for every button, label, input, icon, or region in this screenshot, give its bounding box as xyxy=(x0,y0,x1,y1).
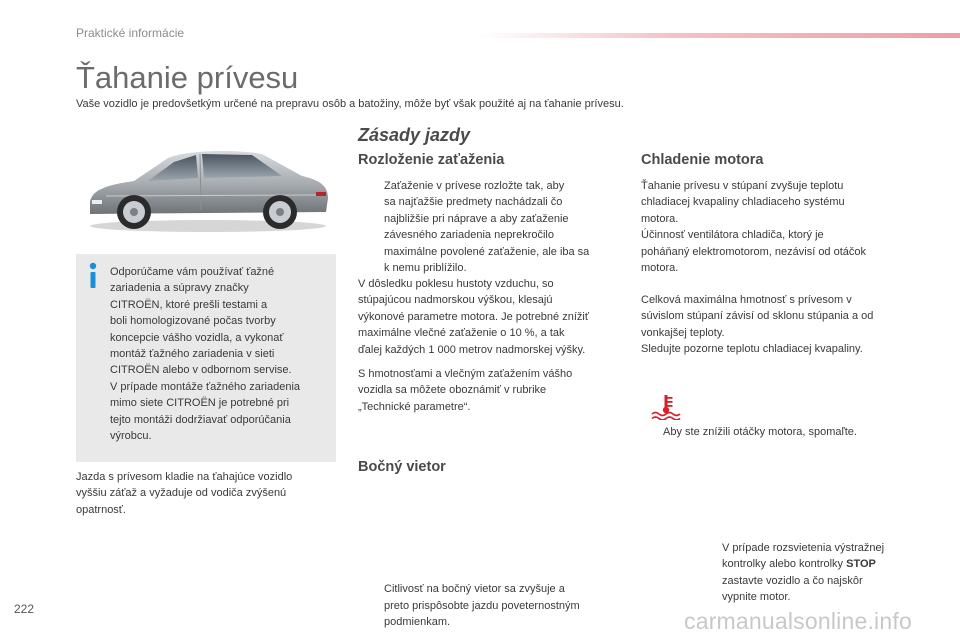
engine-cooling-heading: Chladenie motora xyxy=(641,152,764,168)
warning-lamp-bullet: V prípade rozsvietenia výstražnej kontrolky alebo kontrolky STOP zastavte vozidlo a čo najskôr vypnite motor. xyxy=(722,542,885,604)
reduce-rpm-bullet: Aby ste znížili otáčky motora, spomaľte. xyxy=(663,425,857,438)
altitude-paragraph: V dôsledku poklesu hustoty vzduchu, so stúpajúcou nadmorskou výškou, klesajú výkonové parametre motora. Je potrebné znížiť maximálne vlečné zaťaženie o 10 %, a tak ďalej každých 1 000 metrov nadmorskej výšky. xyxy=(358,278,589,356)
info-text: Odporúčame vám používať ťažné zariadenia a súpravy značky CITROËN, ktoré prešli testami a boli homologizované počas tvorby koncepcie vášho vozidla, a vykonať montáž ťažného zariadenia v sieti CITROËN alebo v odbornom servise. V prípade montáže ťažného zariadenia mimo siete CITROËN je potrebné pri tejto montáži dodržiavať odporúčania výrobcu. xyxy=(110,266,301,443)
total-weight-paragraph: Celková maximálna hmotnosť s prívesom v súvislom stúpaní závisí od sklonu stúpania a od vonkajšej teploty. Sledujte pozorne teplotu chladiacej kvapaliny. xyxy=(641,294,874,356)
page-number: 222 xyxy=(14,602,35,616)
load-distribution-heading: Rozloženie zaťaženia xyxy=(358,152,505,168)
coolant-temperature-warning-icon xyxy=(650,394,682,420)
page-title: Ťahanie prívesu xyxy=(76,60,299,95)
towing-caution-text: Jazda s prívesom kladie na ťahajúce vozidlo vyššiu záťaž a vyžaduje od vodiča zvýšenú opatrnosť. xyxy=(76,471,293,516)
intro-text: Vaše vozidlo je predovšetkým určené na prepravu osôb a batožiny, môže byť však použité aj na ťahanie prívesu. xyxy=(76,98,624,110)
car-illustration xyxy=(76,140,338,236)
load-distribution-bullet: Zaťaženie v prívese rozložte tak, aby sa najťažšie predmety nachádzali čo najbližšie pri náprave a aby zaťaženie závesného zariadenia neprekročilo maximálne povolené zaťaženie, ale iba sa k nemu priblížilo. xyxy=(384,180,590,275)
info-icon xyxy=(86,262,100,290)
technical-reference-paragraph: S hmotnosťami a vlečným zaťažením vášho vozidla sa môžete oboznámiť v rubrike „Technické parametre“. xyxy=(358,368,573,413)
crosswind-bullet: Citlivosť na bočný vietor sa zvyšuje a preto prispôsobte jazdu poveternostným podmienkam. xyxy=(384,583,580,629)
stop-label: STOP xyxy=(846,558,876,571)
header-accent-bar xyxy=(480,33,960,38)
crosswind-heading: Bočný vietor xyxy=(358,459,446,475)
driving-principles-heading: Zásady jazdy xyxy=(358,125,471,145)
section-label: Praktické informácie xyxy=(76,26,185,40)
watermark: carmanualsonline.info xyxy=(684,608,912,634)
engine-cooling-paragraph: Ťahanie prívesu v stúpaní zvyšuje teplotu chladiacej kvapaliny chladiaceho systému motora. Účinnosť ventilátora chladiča, ktorý je poháňaný elektromotorom, nezávisí od otáčok motora. xyxy=(641,180,867,275)
